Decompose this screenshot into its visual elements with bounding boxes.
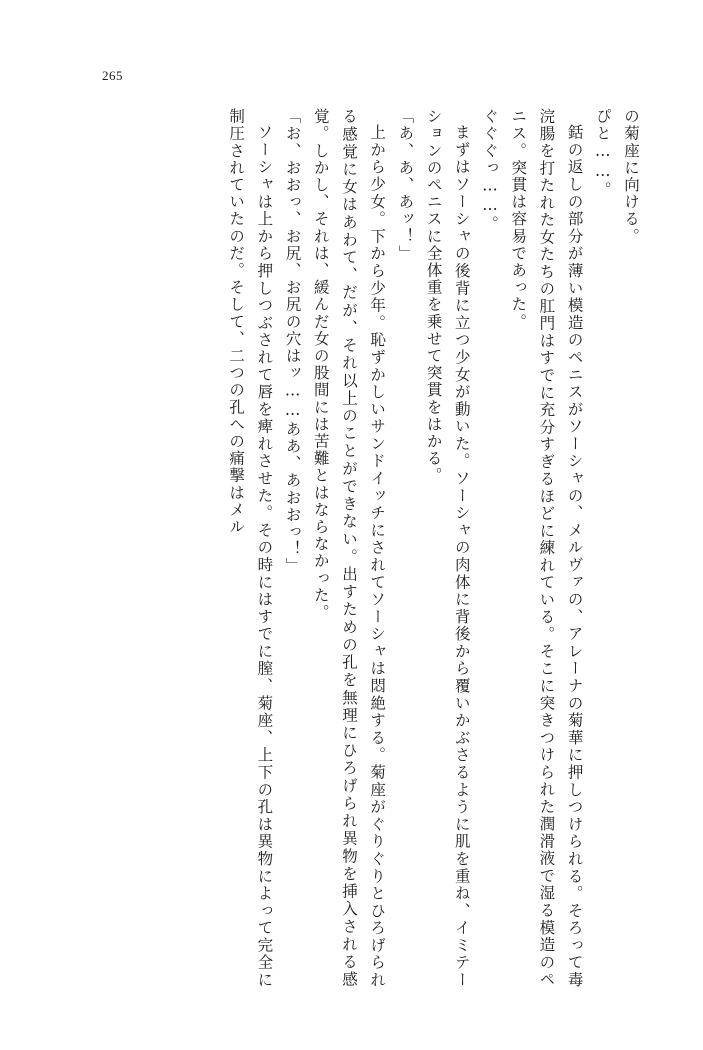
paragraph: ソーシャは上から押しつぶされて唇を痺れさせた。その時にはすでに膣、菊座、上下の孔は異物によって完全に制圧されていたのだ。そして、二つの孔への痛撃はメル [227, 108, 274, 988]
paragraph: まずはソーシャの後背に立つ少女が動いた。ソーシャの肉体に背後から覆いかぶさるように肌を重ね、イミテーションのペニスに全体重を乗せて突貫をはかる。 [424, 108, 471, 988]
page-number: 265 [102, 68, 123, 83]
paragraph: 「お、おおっ、お尻、お尻の穴はッ……ああ、あおおっ！」 [283, 108, 302, 575]
paragraph: ぐぐぐっ……。 [480, 108, 499, 233]
paragraph: 銛の返しの部分が薄い模造のペニスがソーシャの、メルヴァの、アレーナの菊華に押しつけられる。そろって毒浣腸を打たれた女たちの肛門はすでに充分すぎるほどに練れている。そこに突きつけられた潤滑液で湿る模造のペニス。突貫は容易であった。 [509, 108, 584, 988]
paragraph: の菊座に向ける。 [622, 108, 640, 245]
paragraph: ぴと……。 [593, 108, 612, 199]
paragraph: 「あ、あ、あッ！」 [396, 108, 415, 262]
page-body-text [85, 108, 645, 988]
paragraph: 上から少女。下から少年。恥ずかしいサンドイッチにされてソーシャは悶絶する。菊座がぐりぐりとひろげられる感覚に女はあわて、だが、それ以上のことができない。出すための孔を無理にひろげられ異物を挿入される感覚。しかし、それは、緩んだ女の股間には苦難とはならなかった。 [311, 108, 387, 988]
